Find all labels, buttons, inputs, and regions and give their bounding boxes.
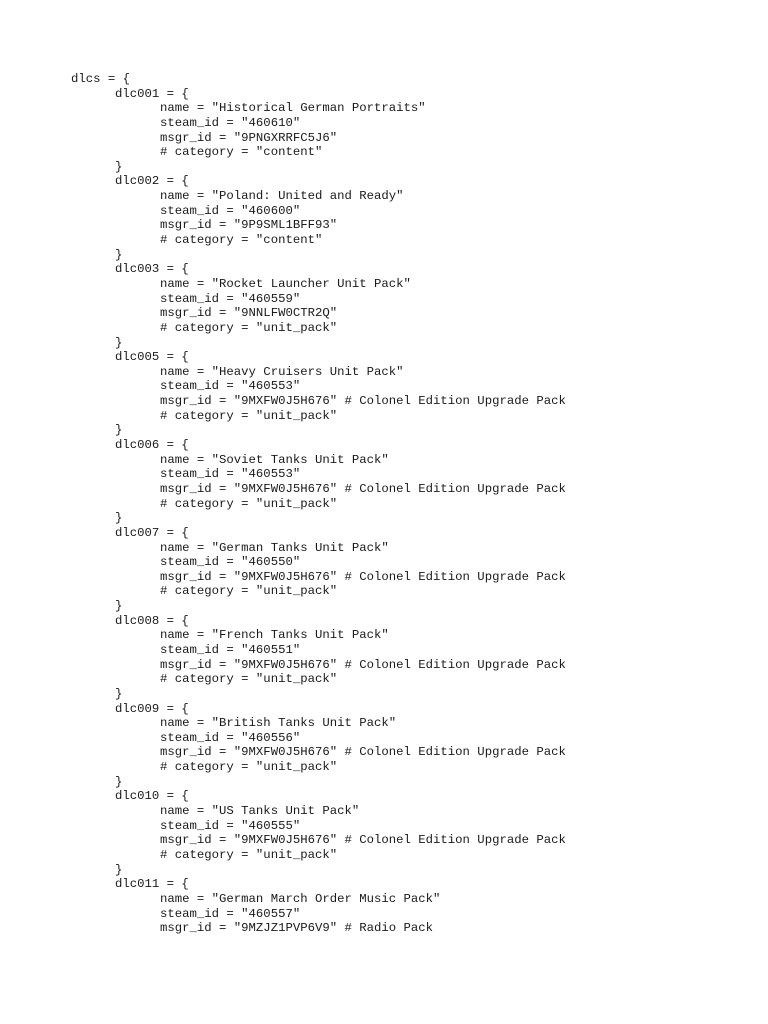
code-line: } bbox=[115, 247, 123, 262]
code-line: msgr_id = "9MXFW0J5H676" # Colonel Edition Upgrade Pack bbox=[160, 657, 566, 672]
code-line: name = "Historical German Portraits" bbox=[160, 101, 426, 116]
code-line: } bbox=[115, 159, 123, 174]
code-line: steam_id = "460553" bbox=[160, 379, 301, 394]
code-line: # category = "unit_pack" bbox=[160, 584, 338, 599]
code-line: dlc001 = { bbox=[115, 86, 189, 101]
code-line: steam_id = "460551" bbox=[160, 642, 301, 657]
code-line: name = "Soviet Tanks Unit Pack" bbox=[160, 452, 389, 467]
code-line: } bbox=[115, 599, 123, 614]
code-line: name = "Heavy Cruisers Unit Pack" bbox=[160, 364, 404, 379]
code-line: name = "German March Order Music Pack" bbox=[160, 891, 441, 906]
code-line: dlc010 = { bbox=[115, 789, 189, 804]
code-line: } bbox=[115, 862, 123, 877]
code-line: } bbox=[115, 335, 123, 350]
code-line: dlc005 = { bbox=[115, 350, 189, 365]
code-line: # category = "content" bbox=[160, 233, 323, 248]
code-line: # category = "unit_pack" bbox=[160, 320, 338, 335]
code-line: } bbox=[115, 686, 123, 701]
code-line: # category = "unit_pack" bbox=[160, 760, 338, 775]
code-line: steam_id = "460600" bbox=[160, 203, 301, 218]
code-line: msgr_id = "9MXFW0J5H676" # Colonel Edition Upgrade Pack bbox=[160, 394, 566, 409]
code-line: dlc007 = { bbox=[115, 525, 189, 540]
code-line: steam_id = "460556" bbox=[160, 730, 301, 745]
code-line: dlc009 = { bbox=[115, 701, 189, 716]
code-line: msgr_id = "9MXFW0J5H676" # Colonel Edition Upgrade Pack bbox=[160, 481, 566, 496]
code-line: steam_id = "460550" bbox=[160, 555, 301, 570]
code-line: name = "British Tanks Unit Pack" bbox=[160, 716, 397, 731]
code-line: name = "French Tanks Unit Pack" bbox=[160, 628, 389, 643]
code-line: msgr_id = "9MXFW0J5H676" # Colonel Edition Upgrade Pack bbox=[160, 569, 566, 584]
code-line: name = "Poland: United and Ready" bbox=[160, 189, 404, 204]
code-line: msgr_id = "9P9SML1BFF93" bbox=[160, 218, 338, 233]
code-line: msgr_id = "9MXFW0J5H676" # Colonel Edition Upgrade Pack bbox=[160, 833, 566, 848]
code-line: # category = "unit_pack" bbox=[160, 847, 338, 862]
code-line: dlc002 = { bbox=[115, 174, 189, 189]
code-line: steam_id = "460559" bbox=[160, 291, 301, 306]
code-document bbox=[0, 72, 768, 936]
code-line: dlc008 = { bbox=[115, 613, 189, 628]
code-line: } bbox=[115, 774, 123, 789]
code-line: steam_id = "460610" bbox=[160, 115, 301, 130]
code-line: name = "German Tanks Unit Pack" bbox=[160, 540, 389, 555]
code-line: msgr_id = "9NNLFW0CTR2Q" bbox=[160, 306, 338, 321]
code-line: # category = "unit_pack" bbox=[160, 496, 338, 511]
code-line: steam_id = "460555" bbox=[160, 818, 301, 833]
code-line: name = "US Tanks Unit Pack" bbox=[160, 804, 360, 819]
code-line: msgr_id = "9MXFW0J5H676" # Colonel Edition Upgrade Pack bbox=[160, 745, 566, 760]
code-line: steam_id = "460557" bbox=[160, 906, 301, 921]
code-line: dlc011 = { bbox=[115, 877, 189, 892]
code-line: # category = "unit_pack" bbox=[160, 408, 338, 423]
code-line: name = "Rocket Launcher Unit Pack" bbox=[160, 276, 411, 291]
code-line: dlc003 = { bbox=[115, 262, 189, 277]
code-line: steam_id = "460553" bbox=[160, 467, 301, 482]
code-line: } bbox=[115, 511, 123, 526]
code-line: # category = "unit_pack" bbox=[160, 672, 338, 687]
code-line: # category = "content" bbox=[160, 145, 323, 160]
code-line: dlc006 = { bbox=[115, 438, 189, 453]
code-line: dlcs = { bbox=[71, 72, 131, 86]
code-line: msgr_id = "9MZJZ1PVP6V9" # Radio Pack bbox=[160, 921, 434, 936]
code-line: msgr_id = "9PNGXRRFC5J6" bbox=[160, 130, 338, 145]
code-line: } bbox=[115, 423, 123, 438]
